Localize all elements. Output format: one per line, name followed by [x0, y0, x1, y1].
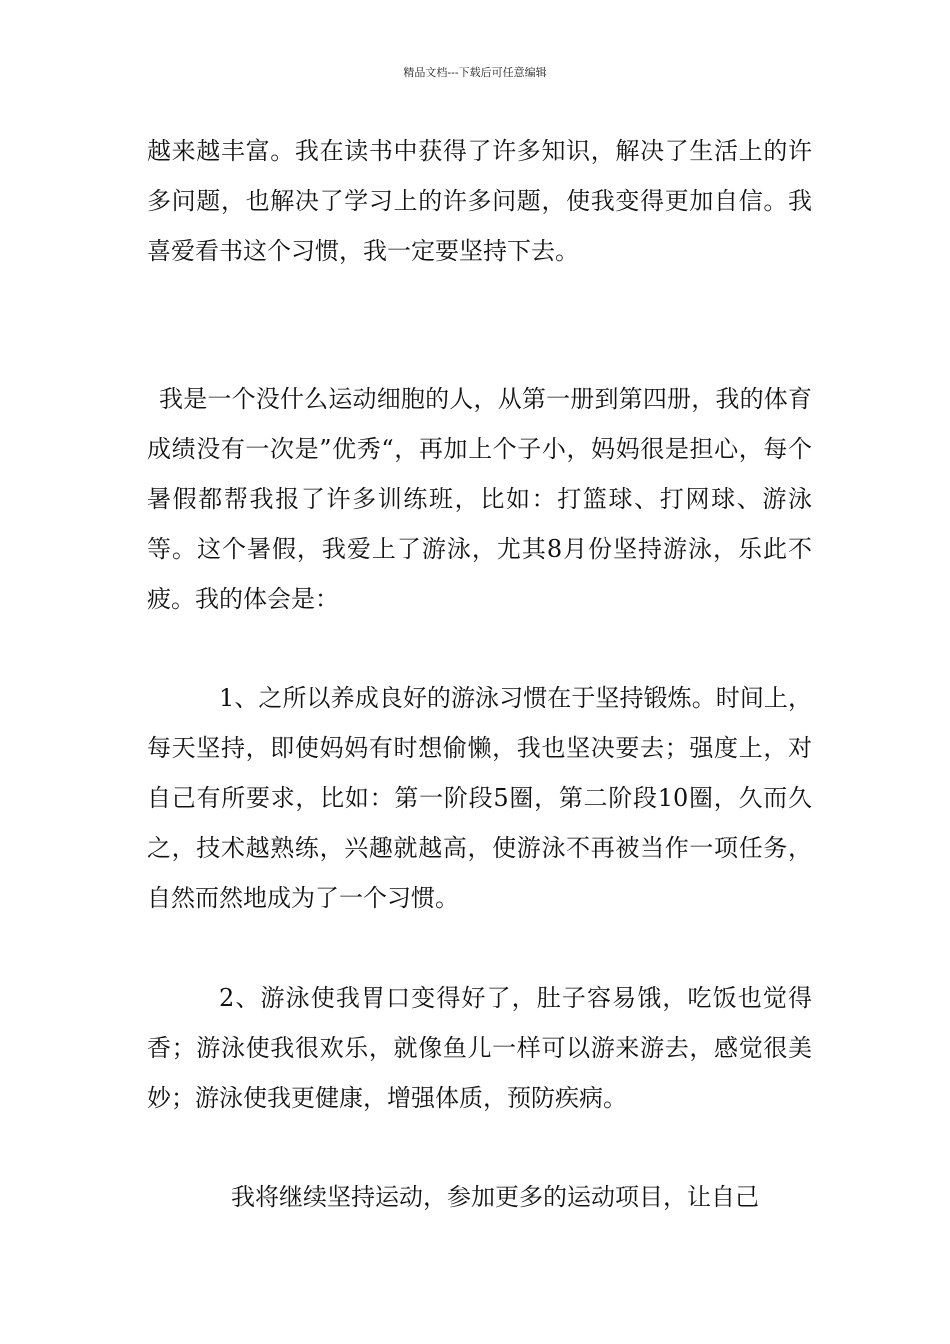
paragraph-conclusion: 我将继续坚持运动，参加更多的运动项目，让自己 — [231, 1183, 759, 1211]
paragraph-sports-intro: 我是一个没什么运动细胞的人，从第一册到第四册，我的体育成绩没有一次是”优秀“，再加上个子小，妈妈很是担心，每个暑假都帮我报了许多训练班，比如：打篮球、打网球、游泳等。这个暑假，我爱上了游泳，尤其8月份坚持游泳，乐此不疲。我的体会是： — [147, 385, 812, 613]
paragraph-point-1: 1、之所以养成良好的游泳习惯在于坚持锻炼。时间上，每天坚持，即使妈妈有时想偷懒，我也坚决要去；强度上，对自己有所要求，比如：第一阶段5圈，第二阶段10圈，久而久之，技术越熟练，兴趣就越高，使游泳不再被当作一项任务，自然而然地成为了一个习惯。 — [147, 684, 812, 912]
paragraph-reading-habit: 越来越丰富。我在读书中获得了许多知识，解决了生活上的许多问题，也解决了学习上的许多问题，使我变得更加自信。我喜爱看书这个习惯，我一定要坚持下去。 — [147, 137, 812, 265]
paragraph-point-2: 2、游泳使我胃口变得好了，肚子容易饿，吃饭也觉得香；游泳使我很欢乐，就像鱼儿一样可以游来游去，感觉很美妙；游泳使我更健康，增强体质，预防疾病。 — [147, 984, 812, 1112]
page-header: 精品文档---下载后可任意编辑 — [403, 66, 547, 79]
